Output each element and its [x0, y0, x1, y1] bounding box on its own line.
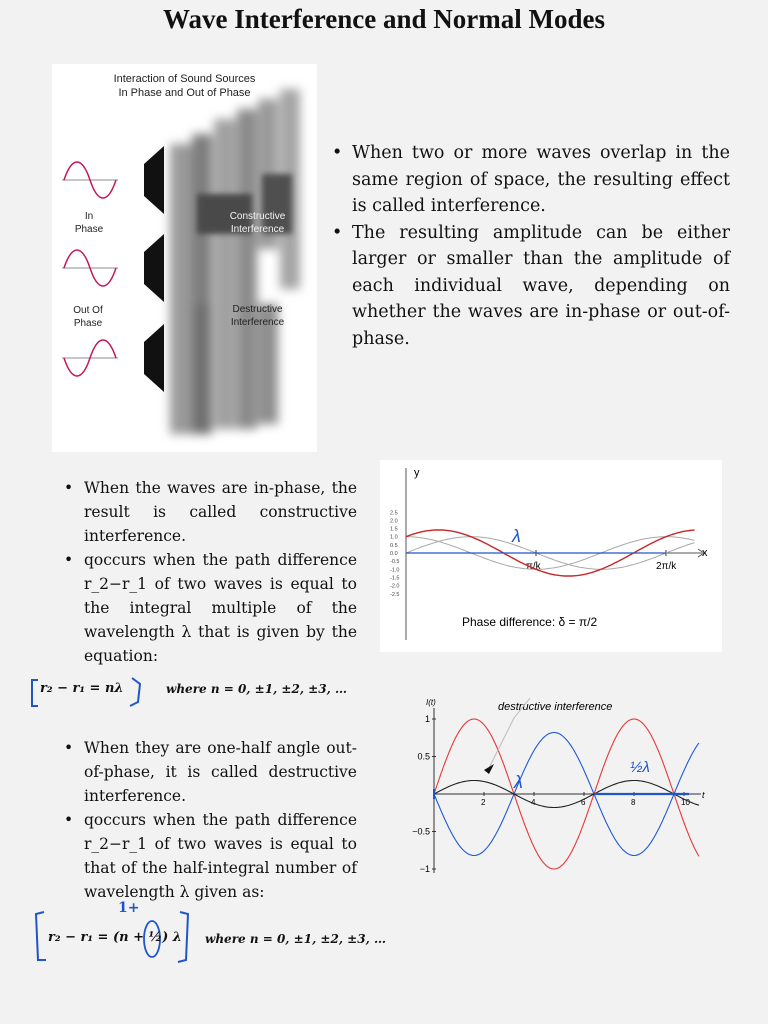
y-tick-label: −1 — [419, 864, 430, 874]
equation-2-lhs: r₂ − r₁ = (n + ½) λ — [48, 930, 182, 945]
page-title: Wave Interference and Normal Modes — [163, 4, 605, 34]
x-tick-label: 2 — [481, 798, 486, 807]
x-tick-label: 10 — [681, 798, 690, 807]
equation-1-rhs: where n = 0, ±1, ±2, ±3, … — [166, 682, 347, 696]
constructive-label — [220, 210, 295, 236]
sine-wave-icon — [62, 162, 118, 376]
speaker-icon — [144, 146, 164, 392]
destructive-line-1: Destructive — [232, 304, 283, 315]
in-phase-line-1: In — [84, 211, 94, 222]
out-of-phase-label — [60, 304, 116, 330]
sound-sources-figure — [52, 64, 317, 452]
list-item: • qoccurs when the path difference r_2−r_1 of two waves is equal to that of the half-integral number of wavelength λ given as: — [62, 808, 357, 904]
lambda-annotation: λ — [514, 772, 523, 792]
y-tick-label: -1.0 — [390, 567, 400, 574]
half-lambda-annotation: ½λ — [630, 759, 650, 776]
phase-difference-plot — [380, 460, 722, 652]
equation-2-rhs: where n = 0, ±1, ±2, ±3, … — [205, 932, 386, 946]
in-phase-label — [64, 210, 114, 236]
sound-wave-bars — [170, 89, 300, 434]
intro-bullet-list — [330, 140, 730, 352]
y-tick-label: 0.0 — [390, 551, 398, 557]
in-phase-line-2: Phase — [74, 224, 104, 235]
destructive-label — [220, 303, 295, 329]
lambda-annotation: λ — [512, 526, 521, 546]
y-tick-label: 2.5 — [390, 510, 398, 517]
y-tick-label: -0.5 — [390, 559, 400, 566]
y-axis-label: y — [414, 467, 420, 479]
x-axis-label: t — [702, 790, 705, 800]
destructive-bullet-list — [62, 736, 357, 904]
phase-difference-label: Phase difference: δ = π/2 — [462, 615, 598, 629]
constructive-line-1: Constructive — [229, 211, 286, 222]
list-item: • qoccurs when the path difference r_2−r_1 of two waves is equal to the integral multiple of the wavelength λ that is given by the equation: — [62, 548, 357, 668]
x-tick-label: 4 — [531, 798, 536, 807]
x-axis-label: x — [702, 547, 708, 559]
list-item: • When the waves are in-phase, the result is called constructive interference. — [62, 476, 357, 548]
list-item: • When they are one-half angle out-of-phase, it is called destructive interference. — [62, 736, 357, 808]
y-tick-label: 1.5 — [390, 526, 398, 533]
out-phase-line-2: Phase — [73, 318, 103, 329]
list-item: • The resulting amplitude can be either larger or smaller than the amplitude of each individual wave, depending on whether the waves are in-phase or out-of-phase. — [330, 220, 730, 353]
x-tick-label: 8 — [631, 798, 636, 807]
phase-difference-graph — [380, 460, 722, 652]
y-tick-label: -2.5 — [390, 591, 400, 598]
y-tick-label: -1.5 — [390, 575, 400, 582]
destructive-interference-graph — [396, 688, 708, 888]
y-tick-label: 0.5 — [417, 751, 430, 762]
y-tick-label: 1.0 — [390, 534, 398, 541]
y-axis-label: I(t) — [426, 698, 436, 707]
x-tick-label: 2π/k — [656, 561, 677, 572]
y-tick-label: 1 — [424, 714, 430, 724]
sound-sources-illustration — [52, 64, 317, 452]
equation-1-lhs: r₂ − r₁ = nλ — [40, 681, 124, 696]
equation-2-annotation: 1+ — [118, 900, 140, 916]
x-tick-label: 6 — [581, 798, 586, 807]
y-tick-label: -2.0 — [390, 583, 400, 590]
constructive-bullet-list — [62, 476, 357, 668]
pointer-arrowhead — [484, 764, 494, 774]
y-tick-label: −0.5 — [412, 826, 430, 837]
y-tick-label: 0.5 — [390, 542, 398, 549]
destructive-interference-plot — [396, 688, 708, 888]
destructive-line-2: Interference — [230, 317, 285, 328]
caption-line-1: Interaction of Sound Sources — [113, 73, 256, 85]
out-phase-line-1: Out Of — [73, 305, 103, 316]
constructive-line-2: Interference — [230, 224, 285, 235]
y-tick-label: 2.0 — [390, 518, 398, 525]
list-item: • When two or more waves overlap in the same region of space, the resulting effect is called interference. — [330, 140, 730, 220]
graph-title: destructive interference — [498, 701, 613, 713]
x-tick-label: π/k — [526, 561, 541, 572]
caption-line-2: In Phase and Out of Phase — [118, 87, 251, 99]
